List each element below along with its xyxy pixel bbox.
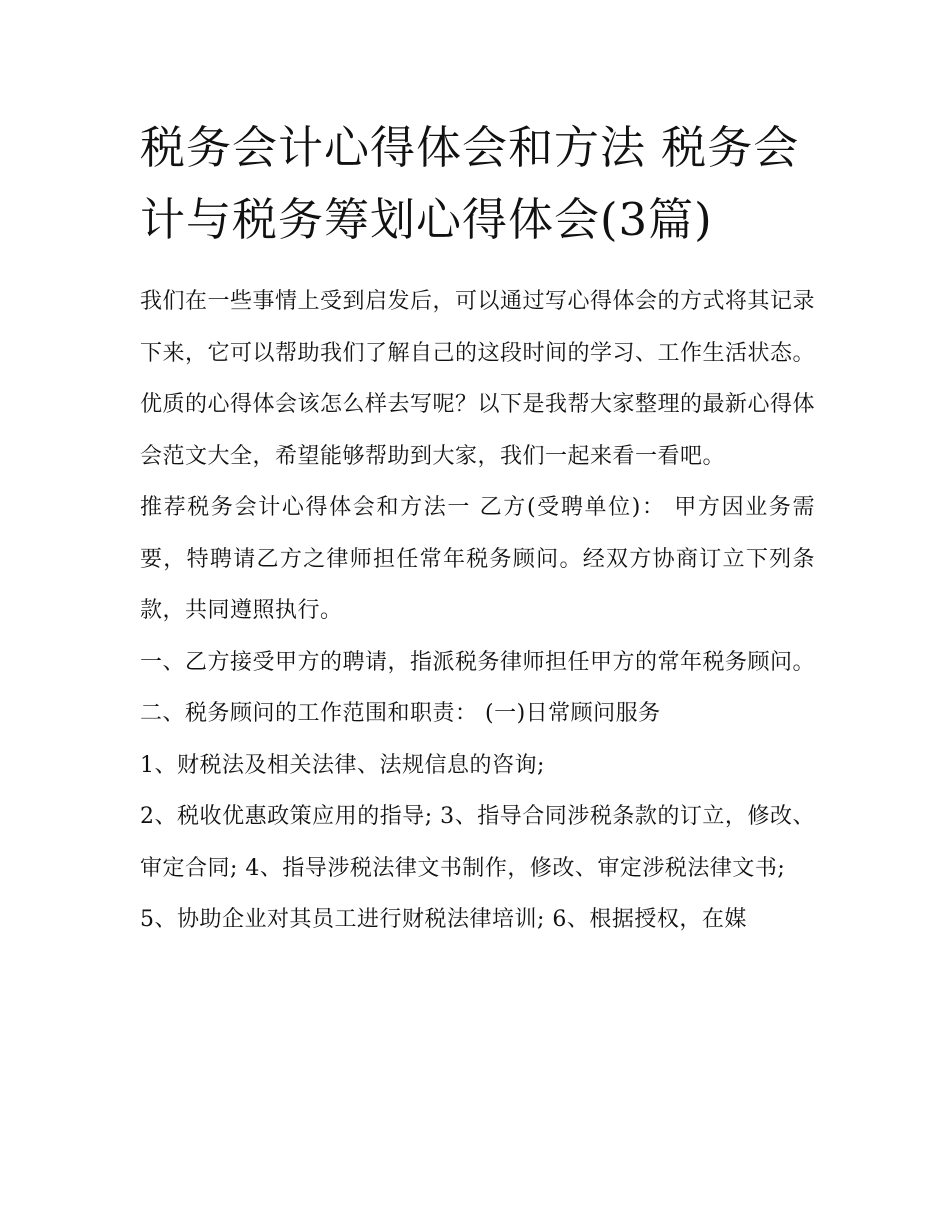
paragraph-item-1: 1、财税法及相关法律、法规信息的咨询; [140,752,545,778]
document-page [140,112,815,946]
document-body [140,276,815,946]
paragraph-items-5-6: 5、协助企业对其员工进行财税法律培训; 6、根据授权，在媒 [140,907,747,932]
paragraph-intro: 我们在一些事情上受到启发后，可以通过写心得体会的方式将其记录下来，它可以帮助我们了解自己的这段时间的学习、工作生活状态。优质的心得体会该怎么样去写呢？以下是我帮大家整理的最新心得体会范文大全，希望能够帮助到大家，我们一起来看一看吧。 [140,289,816,469]
paragraph-items-2-4: 2、税收优惠政策应用的指导; 3、指导合同涉税条款的订立，修改、审定合同; 4、指导涉税法律文书制作，修改、审定涉税法律文书; [140,804,815,881]
paragraph-clause-one-two: 一、乙方接受甲方的聘请，指派税务律师担任甲方的常年税务顾问。 二、税务顾问的工作范围和职责： (一)日常顾问服务 [140,649,816,726]
paragraph-recommend: 推荐税务会计心得体会和方法一 乙方(受聘单位)： 甲方因业务需要，特聘请乙方之律师担任常年税务顾问。经双方协商订立下列条款，共同遵照执行。 [140,495,815,623]
document-title: 税务会计心得体会和方法 税务会计与税务筹划心得体会(3篇) [140,121,800,246]
